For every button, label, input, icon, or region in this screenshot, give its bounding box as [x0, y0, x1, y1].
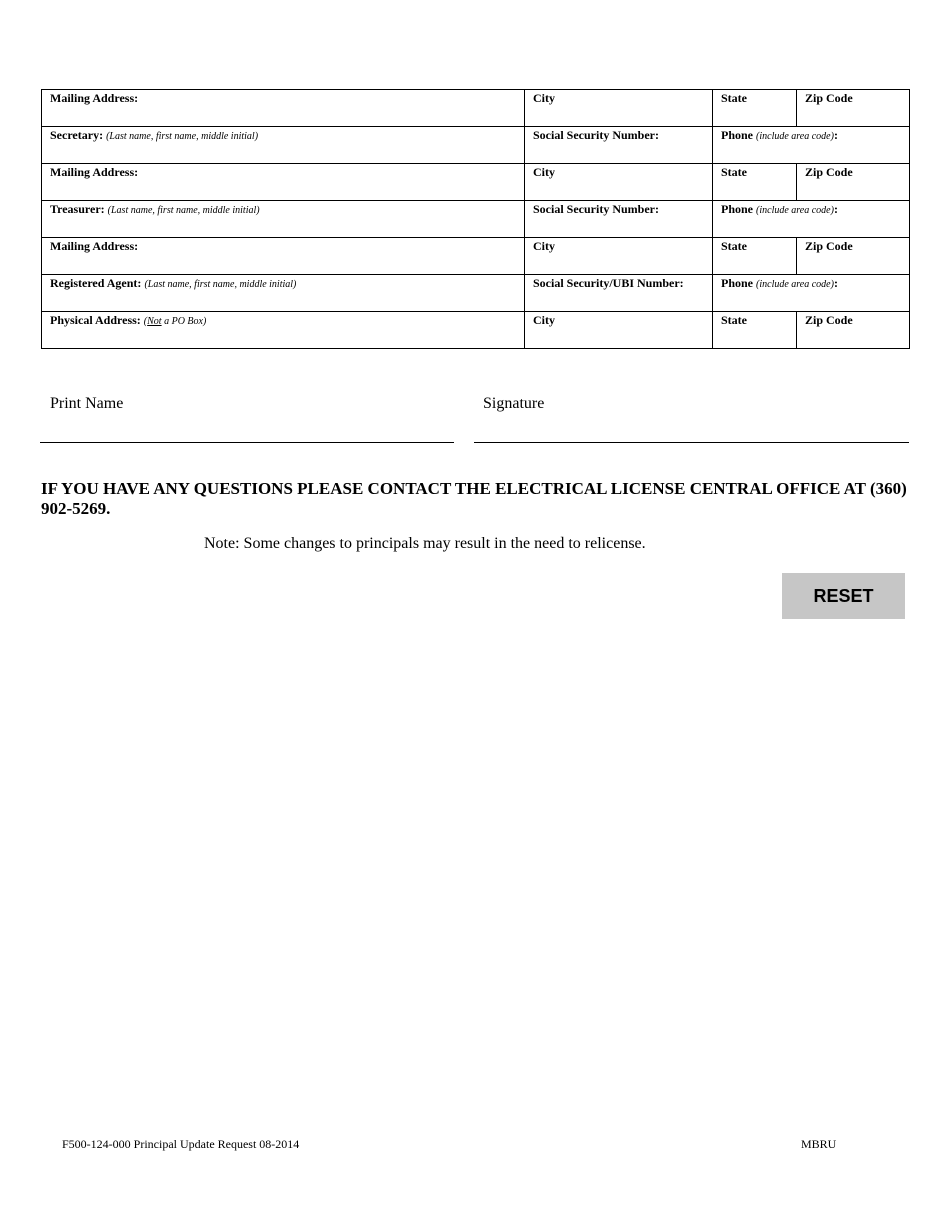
ssn-ubi-field[interactable] — [525, 275, 713, 312]
mailing-address-field[interactable] — [42, 90, 525, 127]
mailing-address-label: Mailing Address: — [50, 91, 139, 105]
form-number-footer: F500-124-000 Principal Update Request 08-2014 — [62, 1137, 300, 1151]
ssn-label: Social Security Number: — [533, 202, 659, 216]
secretary-label: Secretary: — [50, 128, 104, 142]
physical-address-hint — [144, 316, 207, 327]
zip-code-label: Zip Code — [805, 91, 853, 105]
state-label: State — [721, 91, 747, 105]
zip-code-field[interactable] — [797, 238, 910, 275]
print-name-line[interactable] — [40, 442, 454, 443]
phone-label: Phone — [721, 202, 754, 216]
city-label: City — [533, 165, 555, 179]
treasurer-hint: (Last name, first name, middle initial) — [107, 205, 260, 216]
zip-code-field[interactable] — [797, 164, 910, 201]
state-field[interactable] — [713, 164, 797, 201]
city-field[interactable] — [525, 312, 713, 349]
mailing-address-row — [42, 238, 910, 275]
contact-instructions: IF YOU HAVE ANY QUESTIONS PLEASE CONTACT THE ELECTRICAL LICENSE CENTRAL OFFICE AT (360) 902-5269. — [41, 479, 907, 518]
relicense-note: Note: Some changes to principals may result in the need to relicense. — [204, 535, 646, 552]
secretary-hint: (Last name, first name, middle initial) — [106, 131, 259, 142]
mailing-address-label: Mailing Address: — [50, 165, 139, 179]
treasurer-label: Treasurer: — [50, 202, 105, 216]
ssn-ubi-label: Social Security/UBI Number: — [533, 276, 684, 290]
zip-code-field[interactable] — [797, 312, 910, 349]
state-label: State — [721, 165, 747, 179]
print-name-label: Print Name — [50, 395, 124, 412]
state-label: State — [721, 239, 747, 253]
state-field[interactable] — [713, 238, 797, 275]
treasurer-name-field[interactable] — [42, 201, 525, 238]
registered-agent-hint: (Last name, first name, middle initial) — [144, 279, 297, 290]
mailing-address-field[interactable] — [42, 164, 525, 201]
registered-agent-label: Registered Agent: — [50, 276, 142, 290]
city-field[interactable] — [525, 90, 713, 127]
physical-address-field[interactable] — [42, 312, 525, 349]
ssn-field[interactable] — [525, 127, 713, 164]
city-label: City — [533, 313, 555, 327]
zip-code-label: Zip Code — [805, 165, 853, 179]
hint-not-underlined: Not — [147, 316, 162, 327]
phone-field[interactable] — [713, 127, 910, 164]
secretary-name-field[interactable] — [42, 127, 525, 164]
phone-hint: (include area code) — [756, 279, 834, 290]
phone-hint: (include area code) — [756, 205, 834, 216]
mailing-address-row — [42, 90, 910, 127]
phone-label: Phone — [721, 128, 754, 142]
zip-code-label: Zip Code — [805, 313, 853, 327]
phone-hint: (include area code) — [756, 131, 834, 142]
phone-field[interactable] — [713, 275, 910, 312]
physical-address-label: Physical Address: — [50, 313, 141, 327]
mailing-address-label: Mailing Address: — [50, 239, 139, 253]
state-field[interactable] — [713, 90, 797, 127]
city-label: City — [533, 239, 555, 253]
zip-code-field[interactable] — [797, 90, 910, 127]
registered-agent-row — [42, 275, 910, 312]
phone-colon: : — [833, 202, 838, 216]
ssn-label: Social Security Number: — [533, 128, 659, 142]
reset-button[interactable]: RESET — [782, 573, 905, 619]
city-label: City — [533, 91, 555, 105]
registered-agent-name-field[interactable] — [42, 275, 525, 312]
city-field[interactable] — [525, 164, 713, 201]
hint-open: ( — [143, 316, 148, 327]
state-label: State — [721, 313, 747, 327]
phone-label: Phone — [721, 276, 754, 290]
phone-colon: : — [833, 128, 838, 142]
mailing-address-field[interactable] — [42, 238, 525, 275]
department-code-footer: MBRU — [801, 1137, 837, 1151]
city-field[interactable] — [525, 238, 713, 275]
ssn-field[interactable] — [525, 201, 713, 238]
zip-code-label: Zip Code — [805, 239, 853, 253]
treasurer-row — [42, 201, 910, 238]
hint-rest: a PO Box) — [161, 316, 207, 327]
signature-line[interactable] — [474, 442, 909, 443]
state-field[interactable] — [713, 312, 797, 349]
mailing-address-row — [42, 164, 910, 201]
phone-colon: : — [833, 276, 838, 290]
secretary-row — [42, 127, 910, 164]
physical-address-row — [42, 312, 910, 349]
signature-label: Signature — [483, 395, 545, 412]
phone-field[interactable] — [713, 201, 910, 238]
principals-table — [41, 89, 910, 349]
